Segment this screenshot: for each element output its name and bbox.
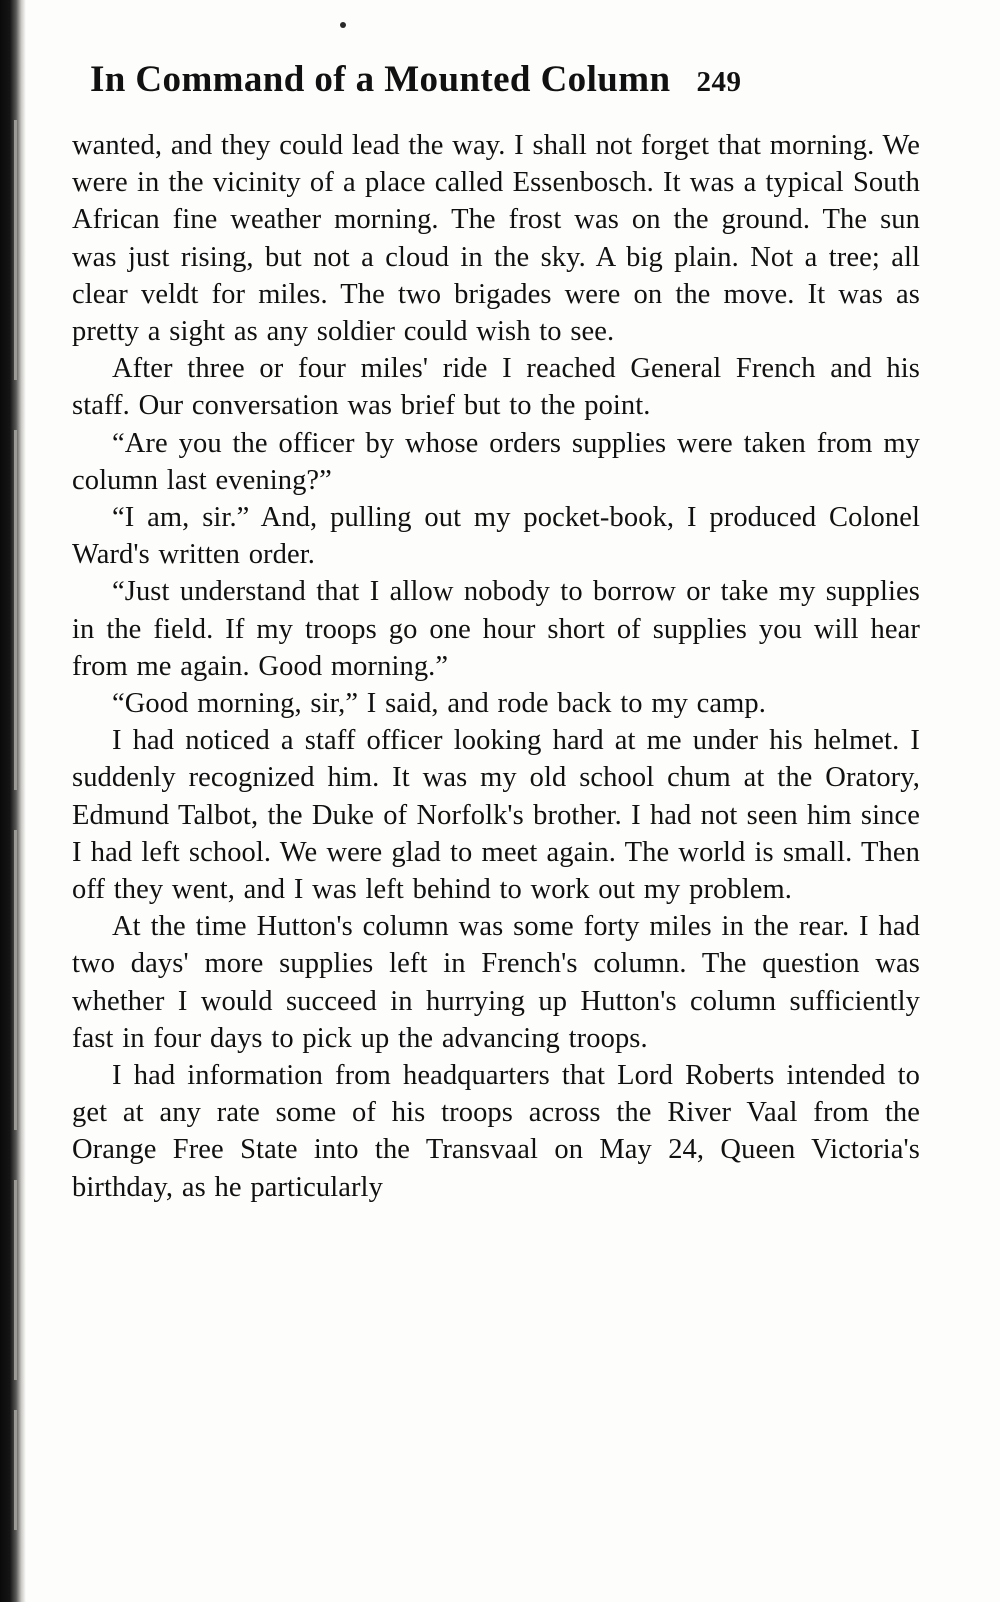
body-text (72, 127, 920, 1206)
paragraph: wanted, and they could lead the way. I shall not forget that morning. We were in the vicinity of a place called Essenbosch. It was a typical South African fine weather morning. The frost was on the ground. The sun was just rising, but not a cloud in the sky. A big plain. Not a tree; all clear veldt for miles. The two brigades were on the move. It was as pretty a sight as any soldier could wish to see. (72, 130, 920, 348)
paragraph: “Are you the officer by whose orders supplies were taken from my column last evening?” (72, 427, 920, 496)
gutter-speck (14, 430, 17, 790)
gutter-speck (14, 830, 17, 1130)
page-gutter-shadow (0, 0, 26, 1602)
running-title: In Command of a Mounted Column (90, 59, 671, 100)
page-header (72, 0, 920, 101)
paragraph: “I am, sir.” And, pulling out my pocket-book, I produced Colonel Ward's written order. (72, 502, 920, 571)
paragraph: At the time Hutton's column was some forty miles in the rear. I had two days' more supplies left in French's column. The question was whether I would succeed in hurrying up Hutton's column sufficiently fast in four days to pick up the advancing troops. (72, 911, 920, 1054)
page-number: 249 (696, 66, 742, 98)
paragraph: After three or four miles' ride I reached General French and his staff. Our conversation was brief but to the point. (72, 353, 920, 422)
page-content (72, 0, 920, 1602)
paragraph: I had information from headquarters that Lord Roberts intended to get at any rate some of his troops across the River Vaal from the Orange Free State into the Transvaal on May 24, Queen Victoria's birthday, as he particularly (72, 1060, 920, 1203)
gutter-speck (14, 1180, 17, 1380)
gutter-speck (14, 1410, 17, 1530)
paragraph: “Just understand that I allow nobody to borrow or take my supplies in the field. If my troops go one hour short of supplies you will hear from me again. Good morning.” (72, 576, 920, 682)
paragraph: “Good morning, sir,” I said, and rode back to my camp. (112, 688, 767, 720)
paragraph: I had noticed a staff officer looking hard at me under his helmet. I suddenly recognized him. It was my old school chum at the Oratory, Edmund Talbot, the Duke of Norfolk's brother. I had not seen him since I had left school. We were glad to meet again. The world is small. Then off they went, and I was left behind to work out my problem. (72, 725, 920, 906)
gutter-speck (14, 120, 17, 380)
